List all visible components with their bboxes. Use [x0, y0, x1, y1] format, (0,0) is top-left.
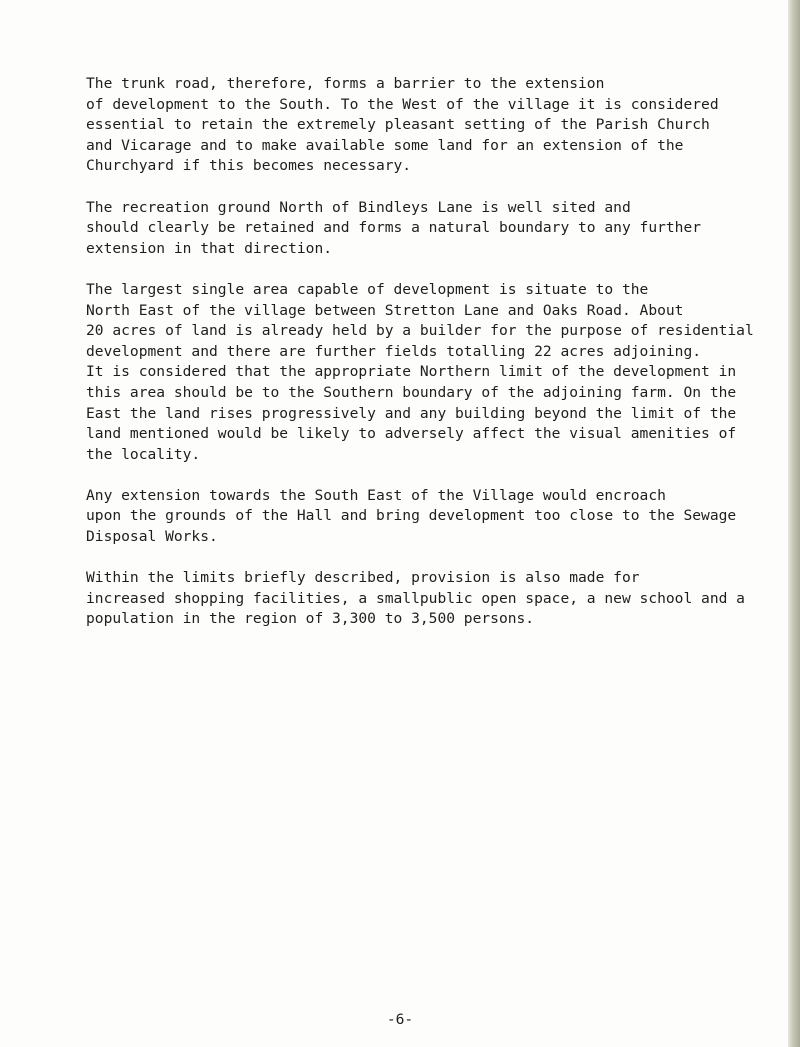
paragraph-trunk-road: The trunk road, therefore, forms a barrier to the extension of development to the South. To the West of the village it is considered essential to retain the extremely pleasant setting of the Parish Church and Vicarage and to make available some land for an extension of the Churchyard if this becomes necessary.	[86, 75, 719, 175]
paragraph-recreation-ground: The recreation ground North of Bindleys Lane is well sited and should clearly be retained and forms a natural boundary to any further extension in that direction.	[86, 198, 702, 257]
paragraph-provision: Within the limits briefly described, provision is also made for increased shopping facilities, a smallpublic open space, a new school and a population in the region of 3,300 to 3,500 persons.	[86, 569, 745, 628]
paragraph-largest-area: The largest single area capable of development is situate to the North East of the village between Stretton Lane and Oaks Road. About 20 acres of land is already held by a builder for the purpose of residential development and there are further fields totalling 22 acres adjoining. It is considered that the appropriate Northern limit of the development in this area should be to the Southern boundary of the adjoining farm. On the East the land rises progressively and any building beyond the limit of the land mentioned would be likely to adversely affect the visual amenities of the locality.	[86, 280, 754, 463]
page-number: -6-	[386, 1011, 414, 1028]
paragraph-south-east-extension: Any extension towards the South East of the Village would encroach upon the grounds of the Hall and bring development too close to the Sewage Disposal Works.	[86, 486, 737, 546]
document-body	[86, 74, 766, 630]
page-edge-shadow	[788, 0, 800, 1047]
